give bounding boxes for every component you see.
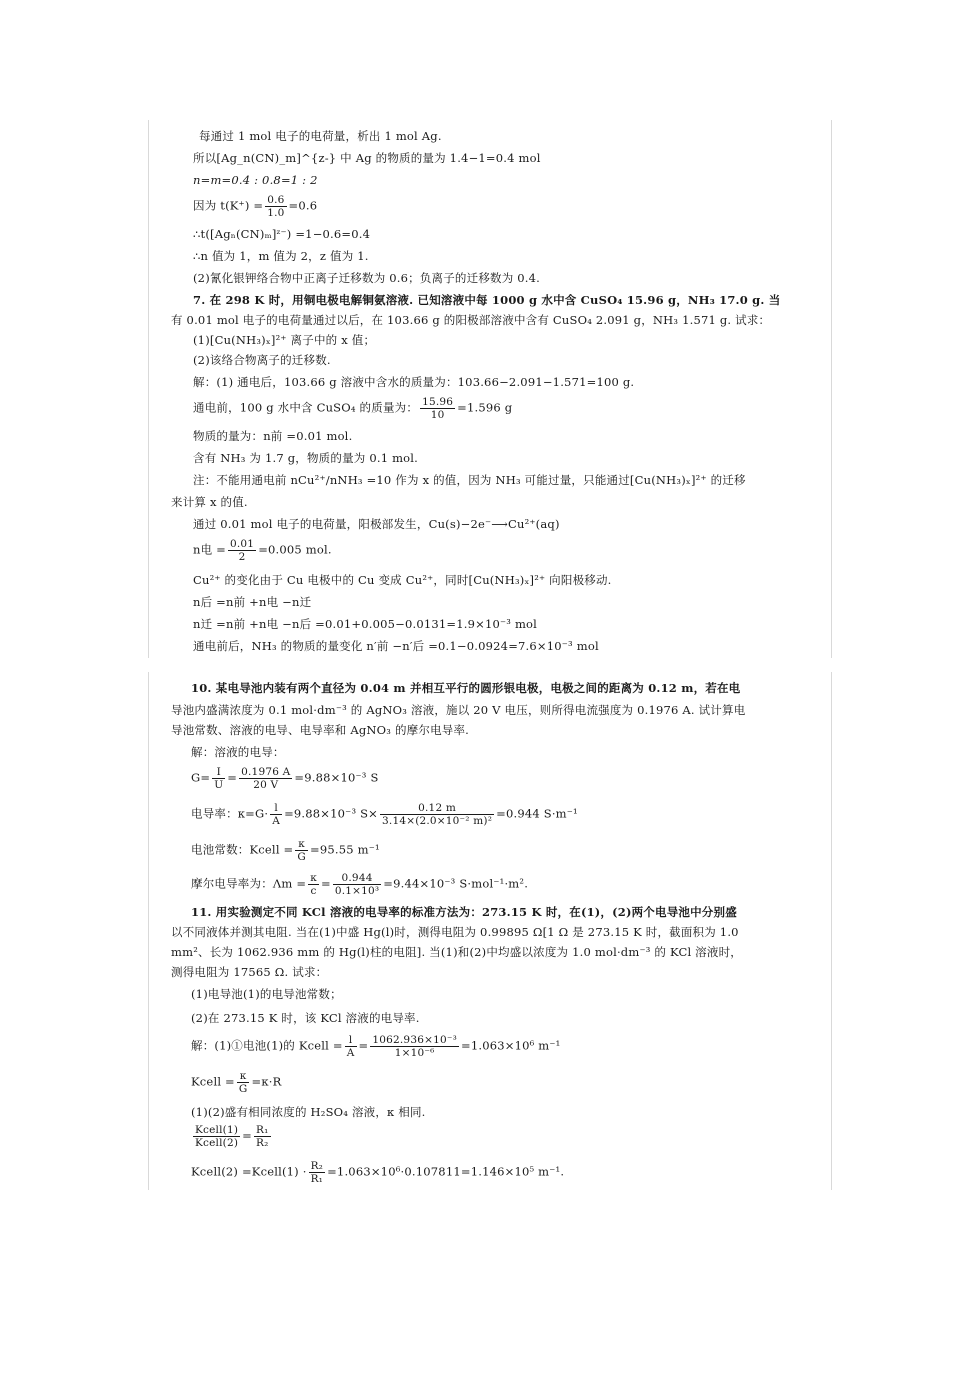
- text: 电导率：κ=G·: [191, 806, 269, 821]
- equation-line: [191, 766, 379, 791]
- numerator: 0.6: [267, 194, 285, 206]
- text-line: (2)该络合物离子的迁移数.: [193, 353, 331, 367]
- text-line: 解：(1) 通电后，103.66 g 溶液中含水的质量为：103.66−2.091−1.571=100 g.: [193, 375, 635, 389]
- problem-line: 导池内盛满浓度为 0.1 mol·dm⁻³ 的 AgNO₃ 溶液，施以 20 V 电压，则所得电流强度为 0.1976 A. 试计算电: [171, 703, 746, 717]
- equation-line: [193, 396, 512, 421]
- fraction: [295, 838, 308, 863]
- text-line: (2)氰化银钾络合物中正离子迁移数为 0.6；负离子的迁移数为 0.4.: [193, 271, 541, 285]
- text: =9.44×10⁻³ S·mol⁻¹·m².: [383, 876, 529, 891]
- numerator: l: [270, 802, 282, 815]
- numerator: I: [212, 766, 225, 779]
- text-line: 通过 0.01 mol 电子的电荷量，阳极部发生，Cu(s)−2e⁻⟶Cu²⁺(aq): [193, 517, 560, 531]
- numerator: R₂: [310, 1160, 324, 1172]
- problem-line: 7. 在 298 K 时，用铜电极电解铜氨溶液. 已知溶液中每 1000 g 水中含 CuSO₄ 15.96 g，NH₃ 17.0 g. 当: [193, 293, 781, 307]
- denominator: G: [238, 1083, 248, 1095]
- text-line: (1)(2)盛有相同浓度的 H₂SO₄ 溶液，κ 相同.: [191, 1105, 426, 1119]
- fraction: [333, 872, 381, 897]
- text-line: n=m=0.4 : 0.8=1 : 2: [193, 173, 318, 187]
- equation-line: [191, 838, 380, 863]
- denominator: 3.14×(2.0×10⁻² m)²: [382, 815, 493, 827]
- denominator: c: [310, 885, 317, 897]
- equation-line: [191, 802, 578, 827]
- text-line: 每通过 1 mol 电子的电荷量，析出 1 mol Ag.: [199, 129, 442, 143]
- problem-line: 11. 用实验测定不同 KCl 溶液的电导率的标准方法为：273.15 K 时，在(1)，(2)两个电导池中分别盛: [191, 905, 737, 919]
- denominator: 10: [430, 409, 445, 421]
- text: 通电前，100 g 水中含 CuSO₄ 的质量为：: [193, 400, 419, 415]
- fraction: [370, 1034, 459, 1059]
- text-line: ∴t([Agₙ(CN)ₘ]ᶻ⁻) =1−0.6=0.4: [193, 227, 371, 241]
- problem-line: 10. 某电导池内装有两个直径为 0.04 m 并相互平行的圆形银电极，电极之间的距离为 0.12 m，若在电: [191, 681, 741, 695]
- denominator: 0.1×10³: [334, 885, 380, 897]
- text: Kcell(2) =Kcell(1) ·: [191, 1164, 307, 1179]
- numerator: l: [345, 1034, 357, 1047]
- text-line: ∴n 值为 1，m 值为 2，z 值为 1.: [193, 249, 369, 263]
- fraction: [239, 766, 292, 791]
- numerator: Kcell(1): [195, 1124, 239, 1136]
- text: 电池常数：Kcell =: [191, 842, 294, 857]
- text-line: 物质的量为：n前 =0.01 mol.: [193, 429, 353, 443]
- text: n电 =: [193, 542, 226, 557]
- text-line: (1)电导池(1)的电导池常数；: [191, 987, 342, 1001]
- equation-line: [191, 1034, 560, 1059]
- text: =9.88×10⁻³ S: [294, 770, 379, 785]
- equation-line: [191, 1124, 273, 1149]
- denominator: 2: [238, 551, 246, 563]
- text: G=: [191, 770, 211, 785]
- fraction: [193, 1124, 240, 1149]
- text: =9.88×10⁻³ S×: [284, 806, 379, 821]
- problem-line: 以不同液体并测其电阻. 当在(1)中盛 Hg(l)时，测得电阻为 0.99895 Ω[1 Ω 是 273.15 K 时，截面积为 1.0: [171, 925, 739, 939]
- text-line: 含有 NH₃ 为 1.7 g，物质的量为 0.1 mol.: [193, 451, 419, 465]
- denominator: G: [297, 851, 306, 863]
- numerator: κ: [237, 1070, 250, 1083]
- text-line: Cu²⁺ 的变化由于 Cu 电极中的 Cu 变成 Cu²⁺，同时[Cu(NH₃)ₓ]²⁺ 向阳极移动.: [193, 573, 612, 587]
- text: =0.005 mol.: [258, 542, 332, 557]
- text: =: [242, 1128, 252, 1143]
- problem-line: 有 0.01 mol 电子的电荷量通过以后，在 103.66 g 的阳极部溶液中含有 CuSO₄ 2.091 g，NH₃ 1.571 g. 试求：: [171, 313, 771, 327]
- text: 解：(1)①电池(1)的 Kcell =: [191, 1038, 343, 1053]
- fraction: [380, 802, 494, 827]
- fraction: [309, 1160, 326, 1185]
- problem-line: 测得电阻为 17565 Ω. 试求：: [171, 965, 328, 979]
- text-line: 来计算 x 的值.: [171, 495, 248, 509]
- equation-line: [191, 1070, 281, 1095]
- fraction: [308, 872, 319, 897]
- denominator: R₂: [255, 1137, 269, 1149]
- numerator: 0.944: [333, 872, 381, 885]
- equation-line: [193, 194, 317, 219]
- equation-line: [193, 538, 332, 563]
- text-line: (1)[Cu(NH₃)ₓ]²⁺ 离子中的 x 值；: [193, 333, 376, 347]
- numerator: R₁: [255, 1124, 269, 1136]
- text: =0.944 S·m⁻¹: [496, 806, 578, 821]
- denominator: R₁: [310, 1173, 324, 1185]
- problem-line: 导池常数、溶液的电导、电导率和 AgNO₃ 的摩尔电导率.: [171, 723, 470, 737]
- text-line: 所以[Ag_n(CN)_m]^{z-} 中 Ag 的物质的量为 1.4−1=0.4 mol: [193, 151, 541, 165]
- text: =: [358, 1038, 369, 1053]
- text: =κ·R: [251, 1074, 282, 1089]
- text: Kcell =: [191, 1074, 235, 1089]
- text-line: (2)在 273.15 K 时，该 KCl 溶液的电导率.: [191, 1011, 420, 1025]
- numerator: 0.12 m: [380, 802, 494, 815]
- fraction: [237, 1070, 250, 1095]
- text: =95.55 m⁻¹: [309, 842, 380, 857]
- fraction: [254, 1124, 271, 1149]
- fraction: [420, 396, 455, 421]
- denominator: 1×10⁻⁶: [394, 1047, 435, 1059]
- problem-line: mm²、长为 1062.936 mm 的 Hg(l)柱的电阻]. 当(1)和(2)中均盛以浓度为 1.0 mol·dm⁻³ 的 KCl 溶液时，: [171, 945, 742, 959]
- solution-panel-top: [148, 120, 832, 658]
- text: 因为 t(K⁺) =: [193, 198, 264, 213]
- numerator: 1062.936×10⁻³: [372, 1034, 457, 1046]
- text-line: 注：不能用通电前 nCu²⁺/nNH₃ =10 作为 x 的值，因为 NH₃ 可能过量，只能通过[Cu(NH₃)ₓ]²⁺ 的迁移: [193, 473, 746, 487]
- fraction: [265, 194, 286, 219]
- text-line: 通电前后，NH₃ 的物质的量变化 n′前 −n′后 =0.1−0.0924=7.6×10⁻³ mol: [193, 639, 599, 653]
- numerator: 0.1976 A: [241, 766, 291, 778]
- denominator: A: [272, 815, 281, 827]
- fraction: [270, 802, 282, 827]
- numerator: 0.01: [230, 538, 255, 550]
- denominator: 1.0: [267, 207, 285, 219]
- text: =: [227, 770, 238, 785]
- fraction: [212, 766, 225, 791]
- numerator: κ: [295, 838, 308, 851]
- text-line: n后 =n前 +n电 −n迁: [193, 595, 312, 609]
- text: =0.6: [288, 198, 318, 213]
- text-line: n迁 =n前 +n电 −n后 =0.01+0.005−0.0131=1.9×10⁻³ mol: [193, 617, 538, 631]
- text: =1.063×10⁶·0.107811=1.146×10⁵ m⁻¹.: [327, 1164, 565, 1179]
- fraction: [345, 1034, 357, 1059]
- numerator: κ: [310, 872, 317, 884]
- fraction: [228, 538, 256, 563]
- solution-panel-bottom: [148, 672, 832, 1190]
- text: =: [320, 876, 331, 891]
- denominator: Kcell(2): [195, 1137, 239, 1149]
- text: 摩尔电导率为：Λm =: [191, 876, 307, 891]
- text: =1.063×10⁶ m⁻¹: [461, 1038, 561, 1053]
- text: =1.596 g: [457, 400, 513, 415]
- numerator: 15.96: [422, 396, 454, 408]
- text-line: 解：溶液的电导：: [191, 745, 285, 759]
- equation-line: [191, 1160, 564, 1185]
- denominator: 20 V: [253, 779, 279, 791]
- denominator: U: [214, 779, 224, 791]
- equation-line: [191, 872, 528, 897]
- denominator: A: [346, 1047, 355, 1059]
